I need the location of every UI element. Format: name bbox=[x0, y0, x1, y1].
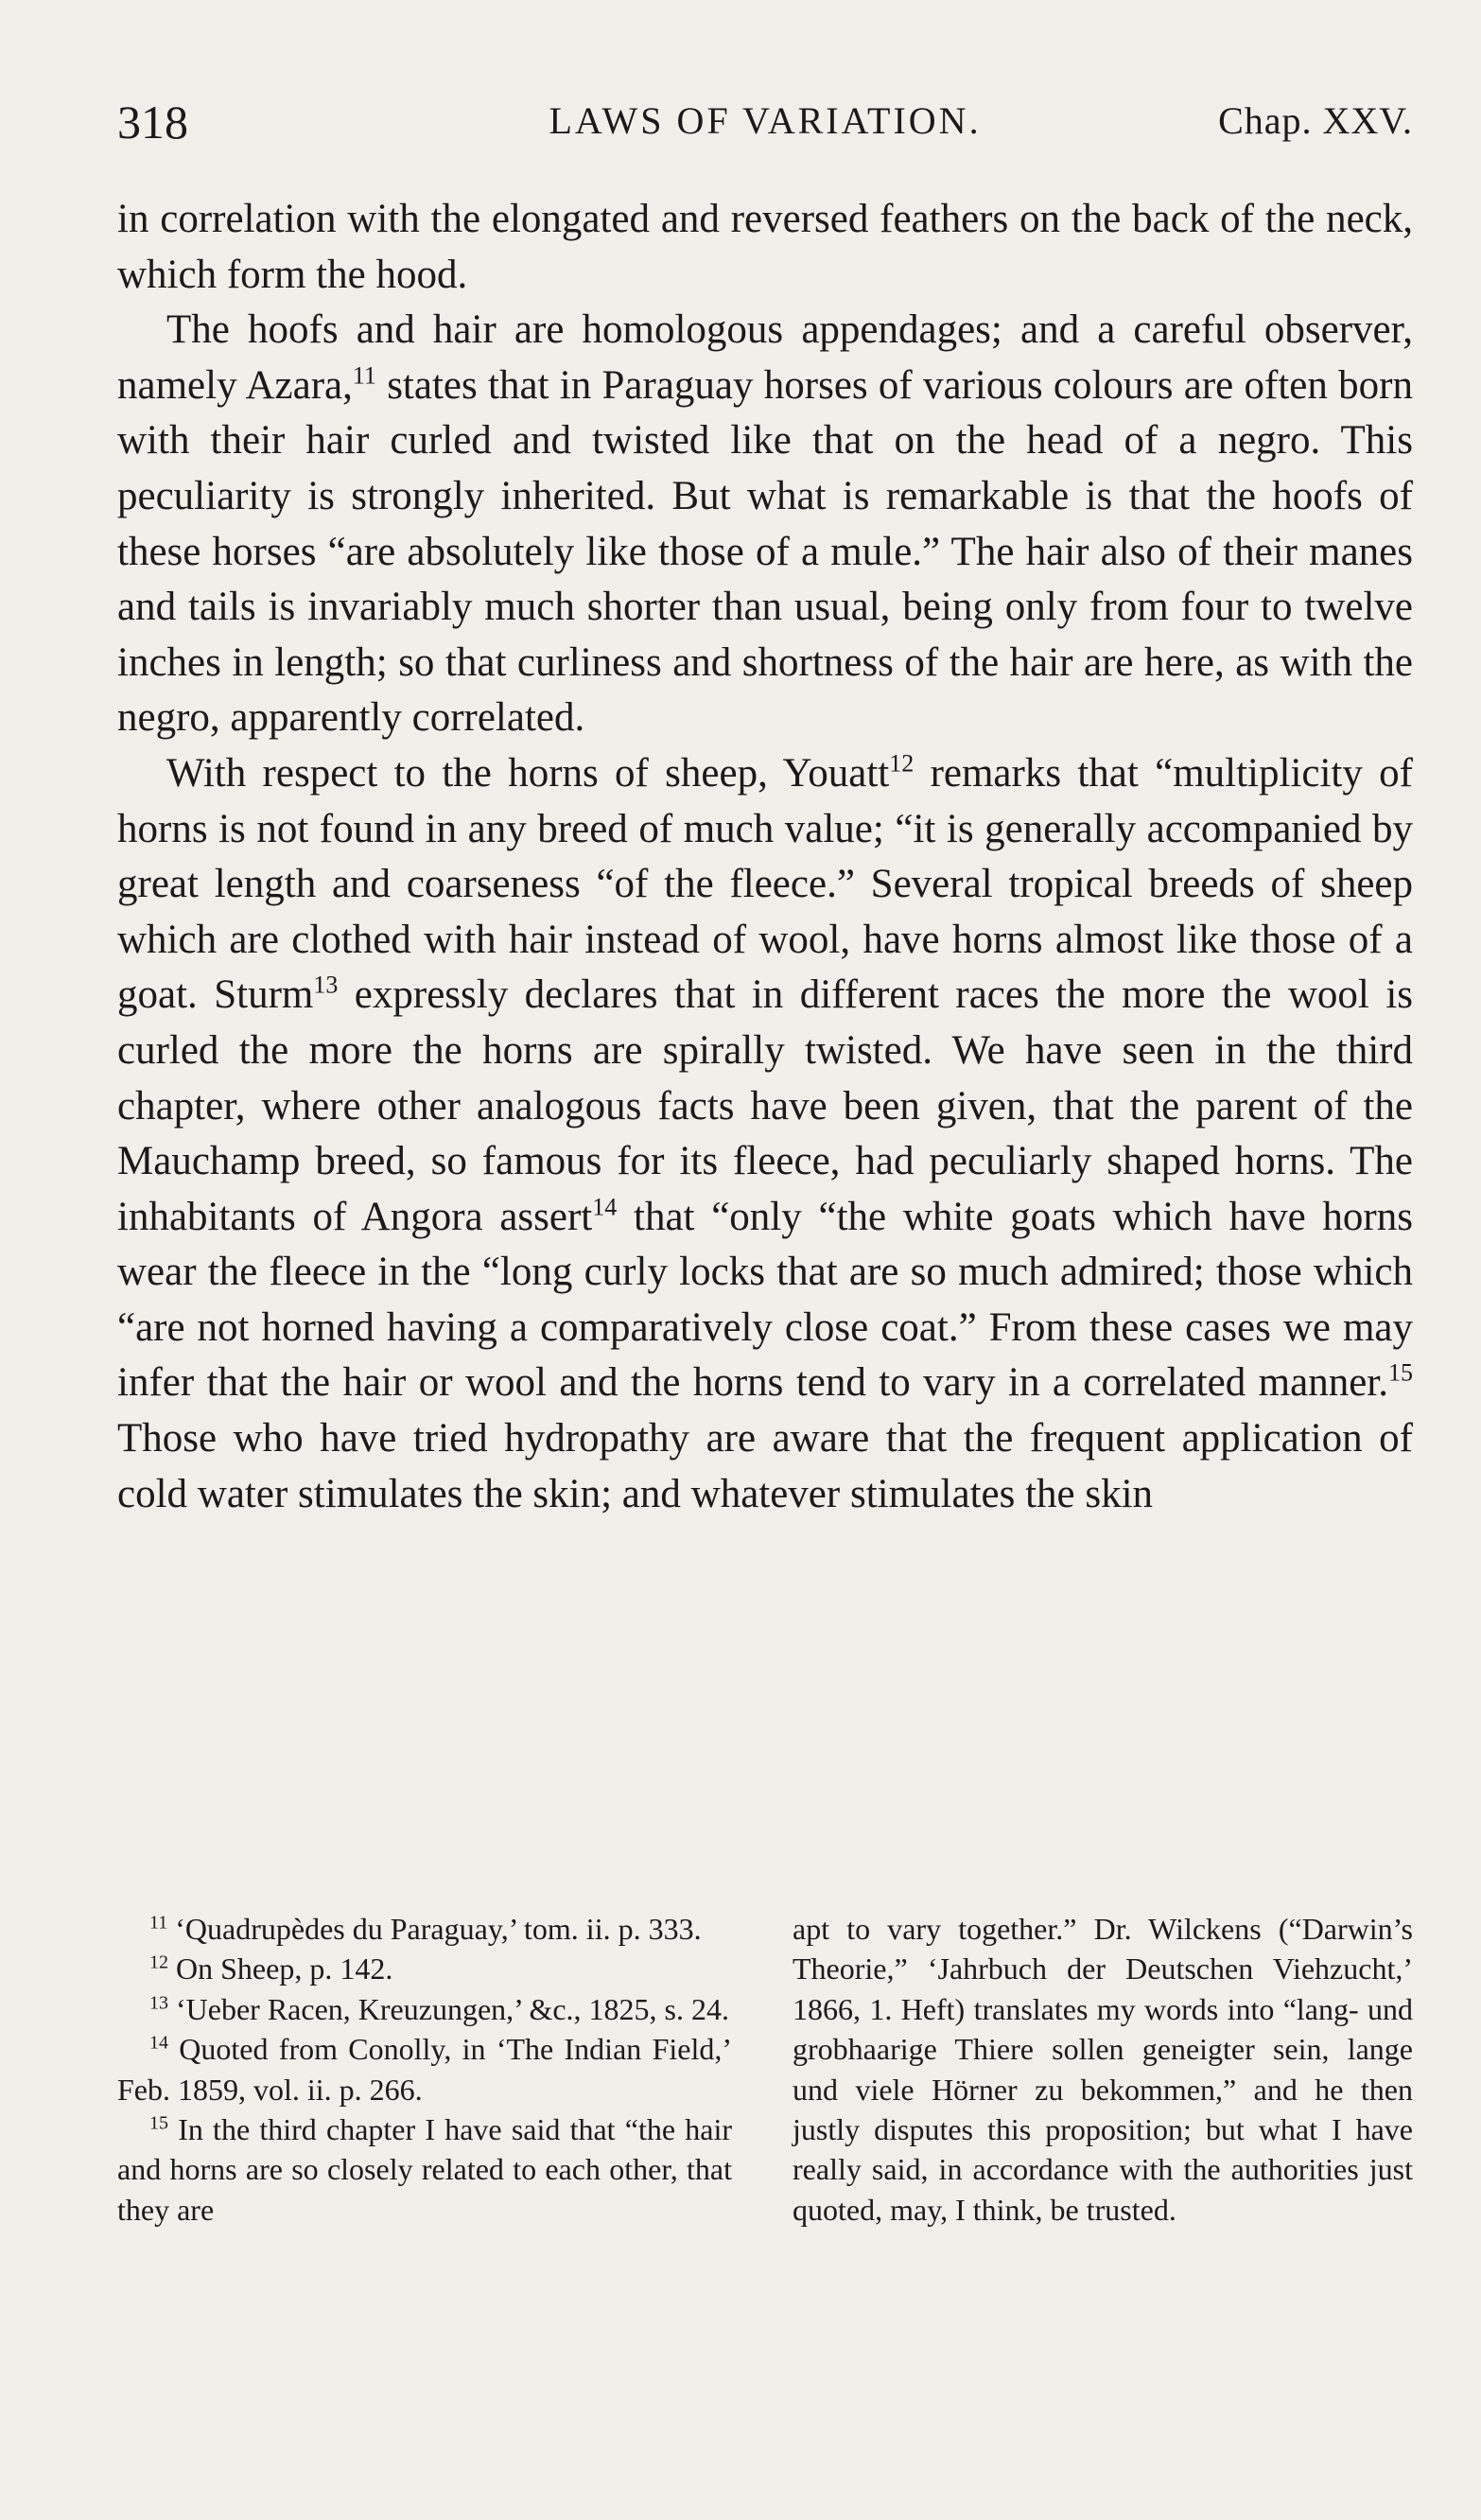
paragraph-horns-sheep bbox=[117, 746, 1413, 1522]
main-text bbox=[117, 192, 1413, 1522]
footnote-number: 14 bbox=[149, 2032, 168, 2054]
footnote-number: 13 bbox=[149, 1992, 168, 2014]
footnote-14 bbox=[117, 2029, 732, 2109]
footnote-text: Quoted from Conolly, in ‘The Indian Field,’ Feb. 1859, vol. ii. p. 266. bbox=[117, 2032, 732, 2107]
paragraph-continuation: in correlation with the elongated and reversed feathers on the back of the neck, which form the hood. bbox=[117, 197, 1413, 297]
page-number: 318 bbox=[117, 96, 188, 149]
footnote-number: 11 bbox=[149, 1912, 168, 1934]
footnote-number: 12 bbox=[149, 1951, 168, 1973]
footnote-ref-13: 13 bbox=[313, 971, 339, 999]
paragraph-hoofs-hair bbox=[117, 303, 1413, 746]
footnote-11 bbox=[117, 1909, 732, 1949]
footnote-15 bbox=[117, 2109, 732, 2230]
text-run: The hoofs and hair are homologous appendages; and a careful observer, namely Azara, bbox=[117, 307, 1413, 408]
running-header bbox=[117, 95, 1413, 151]
chapter-label: Chap. XXV. bbox=[1218, 99, 1413, 142]
footnote-number: 15 bbox=[149, 2112, 168, 2134]
footnotes-right-column bbox=[793, 1909, 1413, 2230]
text-run: With respect to the horns of sheep, Youatt bbox=[166, 750, 890, 796]
footnote-text: ‘Quadrupèdes du Paraguay,’ tom. ii. p. 333. bbox=[167, 1912, 702, 1946]
footnote-12 bbox=[117, 1949, 732, 1988]
footnotes-left-column bbox=[117, 1909, 732, 2230]
footnote-text: On Sheep, p. 142. bbox=[168, 1951, 393, 1986]
footnote-ref-14: 14 bbox=[592, 1193, 618, 1221]
text-run: that “only “the white goats which have horns wear the fleece in the “long curly locks that are so much admired; those which “are not horned having a comparatively close coat.” From these cases we may infer that the hair or wool and the horns tend to vary in a correlated manner. bbox=[117, 1194, 1413, 1406]
footnote-ref-12: 12 bbox=[889, 749, 915, 778]
footnote-text: In the third chapter I have said that “the hair and horns are so closely related to each other, that they are bbox=[117, 2112, 732, 2227]
text-run: Those who have tried hydropathy are aware that the frequent application of cold water stimulates the skin; and whatever stimulates the skin bbox=[117, 1416, 1413, 1516]
footnote-text: ‘Ueber Racen, Kreuzungen,’ &c., 1825, s. 24. bbox=[168, 1991, 729, 2026]
footnote-ref-11: 11 bbox=[352, 361, 376, 390]
text-run: remarks that “multiplicity of horns is not found in any breed of much value; “it is generally accompanied by great length and coarseness “of the fleece.” Several tropical breeds of sheep which are clothed with hair instead of wool, have horns almost like those of a goat. Sturm bbox=[117, 750, 1413, 1018]
footnote-13 bbox=[117, 1989, 732, 2029]
footnote-ref-15: 15 bbox=[1388, 1359, 1413, 1388]
text-run: expressly declares that in different races the more the wool is curled the more the horns are spirally twisted. We have seen in the third chapter, where other analogous facts have been given, that the parent of the Mauchamp breed, so famous for its fleece, had peculiarly shaped horns. The inhabitants of Angora assert bbox=[117, 972, 1413, 1239]
text-run: states that in Paraguay horses of various colours are often born with their hair curled and twisted like that on the head of a negro. This peculiarity is strongly inherited. But what is remarkable is that the hoofs of these horses “are absolutely like those of a mule.” The hair also of their manes and tails is invariably much shorter than usual, being only from four to twelve inches in length; so that curliness and shortness of the hair are here, as with the negro, apparently correlated. bbox=[117, 362, 1413, 741]
footnotes bbox=[117, 1909, 1413, 2363]
footnote-15-continued: apt to vary together.” Dr. Wilckens (“Darwin’s Theorie,” ‘Jahrbuch der Deutschen Viehzucht,’ 1866, 1. Heft) translates my words into “lang- und grobhaarige Thiere sollen geneigter sein, lange und viele Hörner zu bekommen,” and he then justly disputes this proposition; but what I have really said, in accordance with the authorities just quoted, may, I think, be trusted. bbox=[793, 1912, 1413, 2227]
running-title: LAWS OF VARIATION. bbox=[549, 99, 982, 142]
